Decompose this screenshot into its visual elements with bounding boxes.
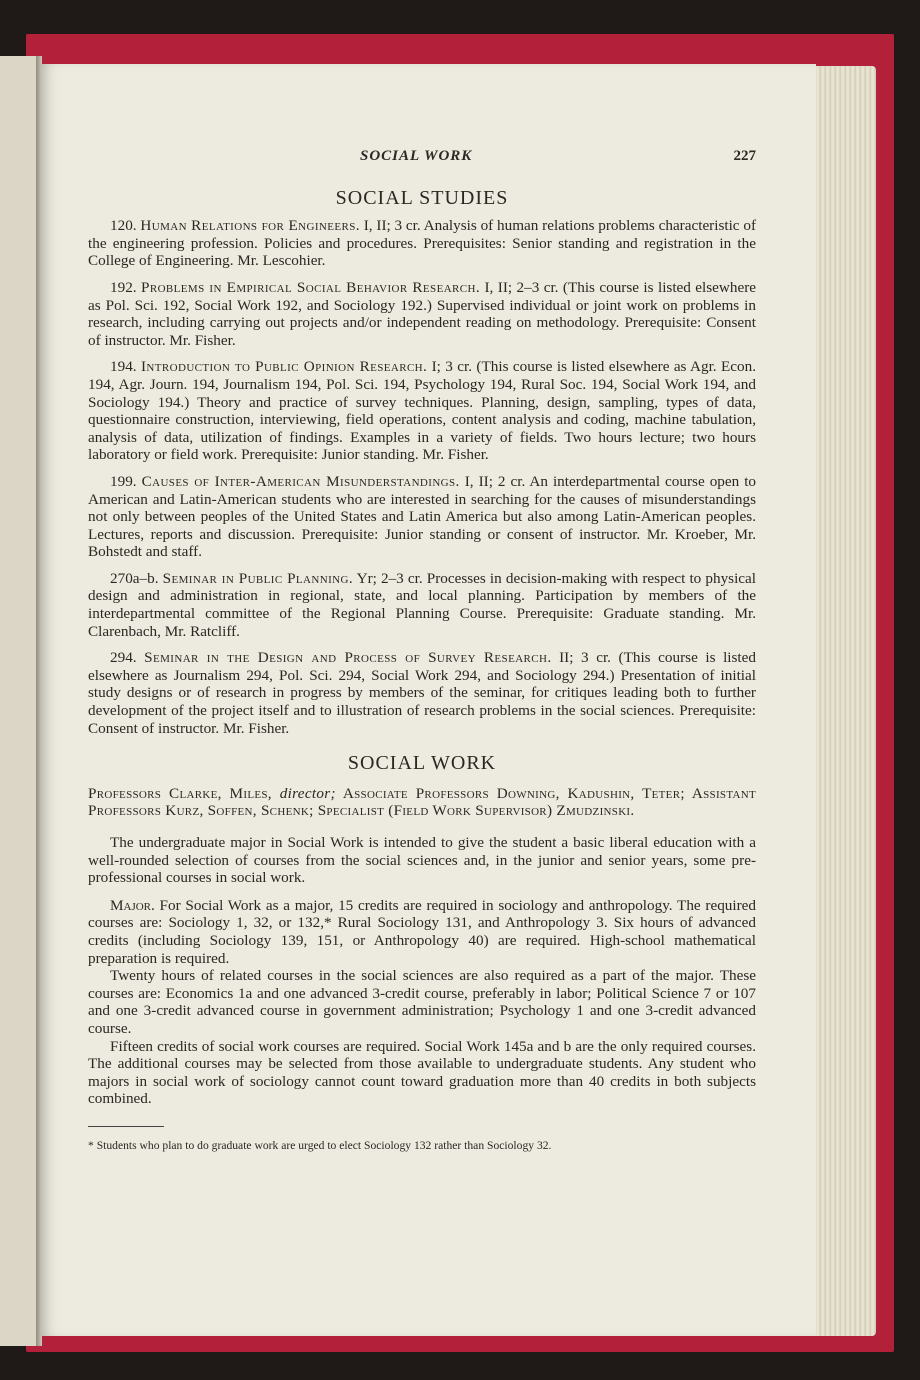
course-list xyxy=(88,217,756,737)
course-title: Causes of Inter-American Misunderstandings. xyxy=(141,472,460,490)
course-entry xyxy=(88,358,756,464)
running-head xyxy=(88,148,756,166)
course-number: 192. xyxy=(110,278,137,296)
faculty-list xyxy=(88,785,756,820)
course-number: 199. xyxy=(110,472,137,490)
page-content xyxy=(88,148,756,1164)
course-body: I, II; 3 cr. Analysis of human relations problems characteristic of the engineering profession. Policies and procedures. Prerequisites: Senior standing and registration in the College of Engineering. Mr. Lescohier. xyxy=(88,217,757,270)
course-body: II; 3 cr. (This course is listed elsewhere as Journalism 294, Pol. Sci. 294, Social Work 294, and Sociology 294.) Presentation of initial study designs or of research in progress by members of the seminar, for critiques leading both to further development of the project itself and to illustration of research problems in the social sciences. Prerequisite: Consent of instructor. Mr. Fisher. xyxy=(88,649,756,737)
left-page-edge xyxy=(0,56,36,1346)
credits-paragraph: Fifteen credits of social work courses are required. Social Work 145a and b are the only required courses. The additional courses may be selected from those available to undergraduate students. Any student who majors in social work of sociology cannot count toward graduation more than 40 credits in both subjects combined. xyxy=(88,1037,756,1108)
course-title: Introduction to Public Opinion Research. xyxy=(140,358,428,376)
course-number: 194. xyxy=(110,358,137,376)
footnote: * Students who plan to do graduate work are urged to elect Sociology 132 rather than Sociology 32. xyxy=(88,1138,552,1152)
related-courses-paragraph: Twenty hours of related courses in the social sciences are also required as a part of the major. These courses are: Economics 1a and one advanced 3-credit course, preferably in labor; Political Science 7 or 107 and one 3-credit advanced course in government administration; Psychology 1 and one 3-credit advanced course. xyxy=(88,967,756,1037)
course-entry xyxy=(88,217,756,270)
faculty-director-label: director; xyxy=(279,784,336,802)
footnote-rule xyxy=(88,1126,164,1127)
major-text: For Social Work as a major, 15 credits are required in sociology and anthropology. The required courses are: Sociology 1, 32, or 132,* Rural Sociology 131, and Anthropology 3. Six hours of advanced credits (including Sociology 139, 151, or Anthropology 40) are required. High-school mathematical preparation is required. xyxy=(88,896,756,967)
course-number: 120. xyxy=(110,217,137,235)
major-lead: Major. xyxy=(110,896,155,914)
course-body: I, II; 2–3 cr. (This course is listed elsewhere as Pol. Sci. 192, Social Work 192, and Sociology 192.) Supervised individual or joint work on problems in research, including carrying out projects and/or independent reading on methodology. Prerequisite: Consent of instructor. Mr. Fisher. xyxy=(88,278,757,349)
page-number: 227 xyxy=(733,148,756,164)
page-edges xyxy=(812,66,876,1336)
course-title: Problems in Empirical Social Behavior Research. xyxy=(141,278,481,296)
faculty-others: Associate Professors Downing, Kadushin, Teter; Assistant Professors Kurz, Soffen, Schenk; Specialist (Field Work Supervisor) Zmudzinski. xyxy=(88,784,756,820)
course-body: I, II; 2 cr. An interdepartmental course open to American and Latin-American students who are interested in searching for the causes of misunderstandings not only between peoples of the United States and Latin America but also among Latin-American peoples. Lectures, reports and discussion. Prerequisite: Junior standing or consent of instructor. Mr. Kroeber, Mr. Bohstedt and staff. xyxy=(88,472,757,561)
faculty-professors: Professors Clarke, Miles, xyxy=(88,784,280,802)
section-heading-social-studies: SOCIAL STUDIES xyxy=(335,186,509,209)
course-body: Yr; 2–3 cr. Processes in decision-making with respect to physical design and administration in regional, state, and local planning. Participation by members of the interdepartmental committee of the Regional Planning Course. Prerequisite: Graduate standing. Mr. Clarenbach, Mr. Ratcliff. xyxy=(88,569,756,640)
running-head-title: SOCIAL WORK xyxy=(360,148,473,164)
major-paragraph xyxy=(88,897,756,967)
course-number: 270a–b. xyxy=(110,569,159,587)
course-entry xyxy=(88,279,756,349)
course-entry xyxy=(88,649,756,737)
course-number: 294. xyxy=(110,649,137,667)
book-page xyxy=(40,64,816,1336)
intro-paragraph: The undergraduate major in Social Work is intended to give the student a basic liberal education with a well-rounded selection of courses from the social sciences and, in the junior and senior years, some pre-professional courses in social work. xyxy=(88,834,756,887)
course-title: Seminar in Public Planning. xyxy=(162,569,354,587)
course-body: I; 3 cr. (This course is listed elsewhere as Agr. Econ. 194, Agr. Journ. 194, Journalism 194, Pol. Sci. 194, Psychology 194, Rural Soc. 194, Social Work 194, and Sociology 194.) Theory and practice of survey techniques. Planning, design, sampling, types of data, questionnaire construction, interviewing, field operations, content analysis and coding, machine tabulation, analysis of data, utilization of findings. Examples in a variety of fields. Two hours lecture; two hours laboratory or field work. Prerequisite: Junior standing. Mr. Fisher. xyxy=(88,358,756,464)
course-entry xyxy=(88,570,756,640)
course-entry xyxy=(88,473,756,561)
course-title: Human Relations for Engineers. xyxy=(140,217,360,235)
course-title: Seminar in the Design and Process of Survey Research. xyxy=(144,649,552,667)
section-heading-social-work: SOCIAL WORK xyxy=(347,752,497,775)
